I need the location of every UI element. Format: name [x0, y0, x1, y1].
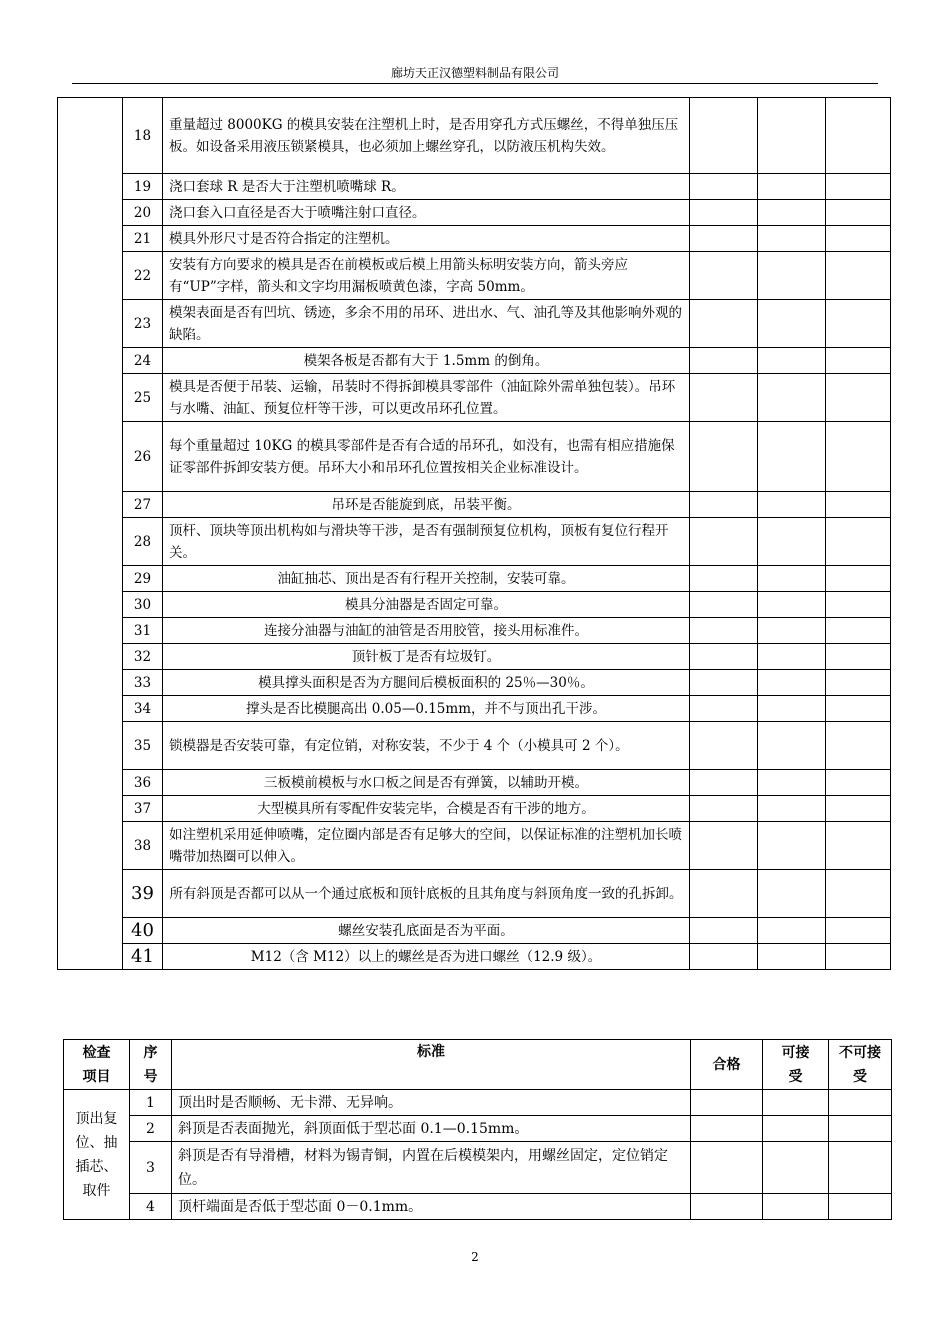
table-row [58, 348, 891, 374]
unacceptable-cell[interactable] [826, 422, 891, 492]
row-number: 39 [123, 870, 163, 918]
table-row [58, 918, 891, 944]
unacceptable-cell[interactable] [826, 566, 891, 592]
acceptable-cell[interactable] [758, 796, 826, 822]
row-number: 25 [123, 374, 163, 422]
header-item: 检查项目 [64, 1040, 130, 1090]
row-standard: 顶杆、顶块等顶出机构如与滑块等干涉，是否有强制预复位机构，顶板有复位行程开关。 [163, 518, 690, 566]
unacceptable-cell[interactable] [826, 696, 891, 722]
unacceptable-cell[interactable] [829, 1116, 892, 1142]
table-header-row [64, 1040, 892, 1090]
pass-cell[interactable] [691, 1090, 763, 1116]
pass-cell[interactable] [690, 618, 758, 644]
pass-cell[interactable] [690, 200, 758, 226]
row-standard: 浇口套球 R 是否大于注塑机喷嘴球 R。 [163, 174, 690, 200]
row-standard: 螺丝安装孔底面是否为平面。 [163, 918, 690, 944]
acceptable-cell[interactable] [758, 226, 826, 252]
acceptable-cell[interactable] [758, 174, 826, 200]
ejection-checklist-table [63, 1039, 892, 1220]
table-row [58, 226, 891, 252]
acceptable-cell[interactable] [758, 722, 826, 770]
row-number: 22 [123, 252, 163, 300]
row-number: 31 [123, 618, 163, 644]
row-number: 28 [123, 518, 163, 566]
header-standard: 标准 [172, 1040, 691, 1090]
pass-cell[interactable] [690, 174, 758, 200]
row-standard: 所有斜顶是否都可以从一个通过底板和顶针底板的且其角度与斜顶角度一致的孔拆卸。 [163, 870, 690, 918]
table-row [64, 1116, 892, 1142]
row-standard: 斜顶是否有导滑槽，材料为锡青铜，内置在后模模架内，用螺丝固定，定位销定位。 [172, 1142, 691, 1194]
pass-cell[interactable] [690, 592, 758, 618]
acceptable-cell[interactable] [758, 618, 826, 644]
unacceptable-cell[interactable] [826, 918, 891, 944]
row-number: 34 [123, 696, 163, 722]
row-number: 18 [123, 98, 163, 174]
acceptable-cell[interactable] [758, 944, 826, 970]
pass-cell[interactable] [690, 944, 758, 970]
acceptable-cell[interactable] [758, 566, 826, 592]
acceptable-cell[interactable] [758, 918, 826, 944]
table-row [58, 374, 891, 422]
table-row [64, 1194, 892, 1220]
table-row [58, 796, 891, 822]
unacceptable-cell[interactable] [826, 518, 891, 566]
acceptable-cell[interactable] [758, 200, 826, 226]
row-number: 21 [123, 226, 163, 252]
pass-cell[interactable] [690, 670, 758, 696]
acceptable-cell[interactable] [758, 592, 826, 618]
unacceptable-cell[interactable] [829, 1090, 892, 1116]
row-number: 24 [123, 348, 163, 374]
table-row [58, 618, 891, 644]
row-standard: 三板模前模板与水口板之间是否有弹簧，以辅助开模。 [163, 770, 690, 796]
unacceptable-cell[interactable] [826, 374, 891, 422]
unacceptable-cell[interactable] [826, 770, 891, 796]
header-unacceptable: 不可接受 [829, 1040, 892, 1090]
acceptable-cell[interactable] [758, 518, 826, 566]
pass-cell[interactable] [690, 300, 758, 348]
acceptable-cell[interactable] [758, 696, 826, 722]
row-number: 40 [123, 918, 163, 944]
unacceptable-cell[interactable] [826, 348, 891, 374]
acceptable-cell[interactable] [758, 492, 826, 518]
row-standard: 模具外形尺寸是否符合指定的注塑机。 [163, 226, 690, 252]
unacceptable-cell[interactable] [829, 1142, 892, 1194]
header-rule [72, 83, 878, 84]
row-standard: 每个重量超过 10KG 的模具零部件是否有合适的吊环孔，如没有，也需有相应措施保证零部件拆卸安装方便。吊环大小和吊环孔位置按相关企业标准设计。 [163, 422, 690, 492]
row-standard: 模具分油器是否固定可靠。 [163, 592, 690, 618]
row-number: 27 [123, 492, 163, 518]
unacceptable-cell[interactable] [826, 200, 891, 226]
pass-cell[interactable] [690, 696, 758, 722]
row-number: 35 [123, 722, 163, 770]
acceptable-cell[interactable] [758, 670, 826, 696]
table-row [58, 566, 891, 592]
acceptable-cell[interactable] [758, 348, 826, 374]
unacceptable-cell[interactable] [826, 670, 891, 696]
table-row [58, 644, 891, 670]
pass-cell[interactable] [690, 796, 758, 822]
company-header: 廊坊天正汉德塑料制品有限公司 [390, 66, 559, 80]
acceptable-cell[interactable] [758, 644, 826, 670]
acceptable-cell[interactable] [763, 1194, 829, 1220]
row-standard: M12（含 M12）以上的螺丝是否为进口螺丝（12.9 级）。 [163, 944, 690, 970]
table-row [64, 1142, 892, 1194]
pass-cell[interactable] [690, 644, 758, 670]
acceptable-cell[interactable] [758, 822, 826, 870]
pass-cell[interactable] [690, 492, 758, 518]
row-number: 1 [130, 1090, 172, 1116]
row-standard: 顶杆端面是否低于型芯面 0－0.1mm。 [172, 1194, 691, 1220]
header-acceptable: 可接受 [763, 1040, 829, 1090]
pass-cell[interactable] [690, 226, 758, 252]
row-number: 37 [123, 796, 163, 822]
row-standard: 如注塑机采用延伸喷嘴，定位圈内部是否有足够大的空间，以保证标准的注塑机加长喷嘴带加热圈可以伸入。 [163, 822, 690, 870]
row-standard: 模架表面是否有凹坑、锈迹，多余不用的吊环、进出水、气、油孔等及其他影响外观的缺陷。 [163, 300, 690, 348]
table-row [58, 770, 891, 796]
unacceptable-cell[interactable] [826, 226, 891, 252]
row-standard: 撑头是否比模腿高出 0.05—0.15mm，并不与顶出孔干涉。 [163, 696, 690, 722]
row-standard: 模具撑头面积是否为方腿间后模板面积的 25％—30％。 [163, 670, 690, 696]
table-row [58, 300, 891, 348]
acceptable-cell[interactable] [758, 422, 826, 492]
pass-cell[interactable] [690, 918, 758, 944]
pass-cell[interactable] [690, 422, 758, 492]
row-standard: 浇口套入口直径是否大于喷嘴注射口直径。 [163, 200, 690, 226]
row-number: 30 [123, 592, 163, 618]
acceptable-cell[interactable] [763, 1090, 829, 1116]
unacceptable-cell[interactable] [826, 592, 891, 618]
unacceptable-cell[interactable] [826, 722, 891, 770]
acceptable-cell[interactable] [758, 374, 826, 422]
acceptable-cell[interactable] [758, 252, 826, 300]
pass-cell[interactable] [690, 770, 758, 796]
unacceptable-cell[interactable] [826, 618, 891, 644]
unacceptable-cell[interactable] [826, 174, 891, 200]
table-row [64, 1090, 892, 1116]
checklist-table-continued [57, 97, 891, 970]
row-standard: 安装有方向要求的模具是否在前模板或后模上用箭头标明安装方向，箭头旁应有“UP”字样，箭头和文字均用漏板喷黄色漆，字高 50mm。 [163, 252, 690, 300]
row-number: 2 [130, 1116, 172, 1142]
acceptable-cell[interactable] [758, 300, 826, 348]
unacceptable-cell[interactable] [826, 252, 891, 300]
row-standard: 顶针板丁是否有垃圾钉。 [163, 644, 690, 670]
table-row [58, 670, 891, 696]
header-seq: 序号 [130, 1040, 172, 1090]
row-standard: 顶出时是否顺畅、无卡滞、无异响。 [172, 1090, 691, 1116]
unacceptable-cell[interactable] [826, 98, 891, 174]
table-row [58, 944, 891, 970]
table-row [58, 592, 891, 618]
row-standard: 油缸抽芯、顶出是否有行程开关控制，安装可靠。 [163, 566, 690, 592]
row-number: 32 [123, 644, 163, 670]
pass-cell[interactable] [690, 98, 758, 174]
table-row [58, 518, 891, 566]
table-row [58, 422, 891, 492]
pass-cell[interactable] [691, 1194, 763, 1220]
unacceptable-cell[interactable] [826, 796, 891, 822]
header-pass: 合格 [691, 1040, 763, 1090]
row-number: 33 [123, 670, 163, 696]
table-row [58, 870, 891, 918]
row-standard: 模架各板是否都有大于 1.5mm 的倒角。 [163, 348, 690, 374]
pass-cell[interactable] [690, 518, 758, 566]
table-row [58, 822, 891, 870]
table-row [58, 492, 891, 518]
category-cell: 顶出复位、抽插芯、取件 [64, 1090, 130, 1220]
table-row [58, 722, 891, 770]
table-row [58, 174, 891, 200]
row-number: 41 [123, 944, 163, 970]
row-number: 19 [123, 174, 163, 200]
row-number: 36 [123, 770, 163, 796]
acceptable-cell[interactable] [763, 1116, 829, 1142]
page-number: 2 [471, 1250, 479, 1264]
row-standard: 大型模具所有零配件安装完毕，合模是否有干涉的地方。 [163, 796, 690, 822]
pass-cell[interactable] [690, 722, 758, 770]
pass-cell[interactable] [690, 822, 758, 870]
row-standard: 模具是否便于吊装、运输，吊装时不得拆卸模具零部件（油缸除外需单独包装）。吊环与水嘴、油缸、预复位杆等干涉，可以更改吊环孔位置。 [163, 374, 690, 422]
unacceptable-cell[interactable] [826, 492, 891, 518]
row-standard: 斜顶是否表面抛光，斜顶面低于型芯面 0.1—0.15mm。 [172, 1116, 691, 1142]
row-number: 4 [130, 1194, 172, 1220]
row-number: 3 [130, 1142, 172, 1194]
table-row [58, 696, 891, 722]
row-standard: 锁模器是否安装可靠，有定位销，对称安装，不少于 4 个（小模具可 2 个）。 [163, 722, 690, 770]
row-number: 38 [123, 822, 163, 870]
pass-cell[interactable] [690, 252, 758, 300]
row-standard: 重量超过 8000KG 的模具安装在注塑机上时，是否用穿孔方式压螺丝，不得单独压压板。如设备采用液压锁紧模具，也必须加上螺丝穿孔，以防液压机构失效。 [163, 98, 690, 174]
pass-cell[interactable] [691, 1116, 763, 1142]
acceptable-cell[interactable] [758, 770, 826, 796]
pass-cell[interactable] [690, 374, 758, 422]
row-standard: 连接分油器与油缸的油管是否用胶管，接头用标准件。 [163, 618, 690, 644]
row-standard: 吊环是否能旋到底，吊装平衡。 [163, 492, 690, 518]
table-row [58, 98, 891, 174]
unacceptable-cell[interactable] [826, 300, 891, 348]
unacceptable-cell[interactable] [826, 944, 891, 970]
unacceptable-cell[interactable] [826, 870, 891, 918]
row-number: 29 [123, 566, 163, 592]
table-row [58, 200, 891, 226]
row-number: 20 [123, 200, 163, 226]
acceptable-cell[interactable] [763, 1142, 829, 1194]
acceptable-cell[interactable] [758, 98, 826, 174]
acceptable-cell[interactable] [758, 870, 826, 918]
pass-cell[interactable] [690, 348, 758, 374]
unacceptable-cell[interactable] [826, 644, 891, 670]
unacceptable-cell[interactable] [829, 1194, 892, 1220]
row-number: 23 [123, 300, 163, 348]
pass-cell[interactable] [690, 870, 758, 918]
row-number: 26 [123, 422, 163, 492]
pass-cell[interactable] [690, 566, 758, 592]
table-row [58, 252, 891, 300]
category-cell [58, 98, 123, 970]
pass-cell[interactable] [691, 1142, 763, 1194]
unacceptable-cell[interactable] [826, 822, 891, 870]
